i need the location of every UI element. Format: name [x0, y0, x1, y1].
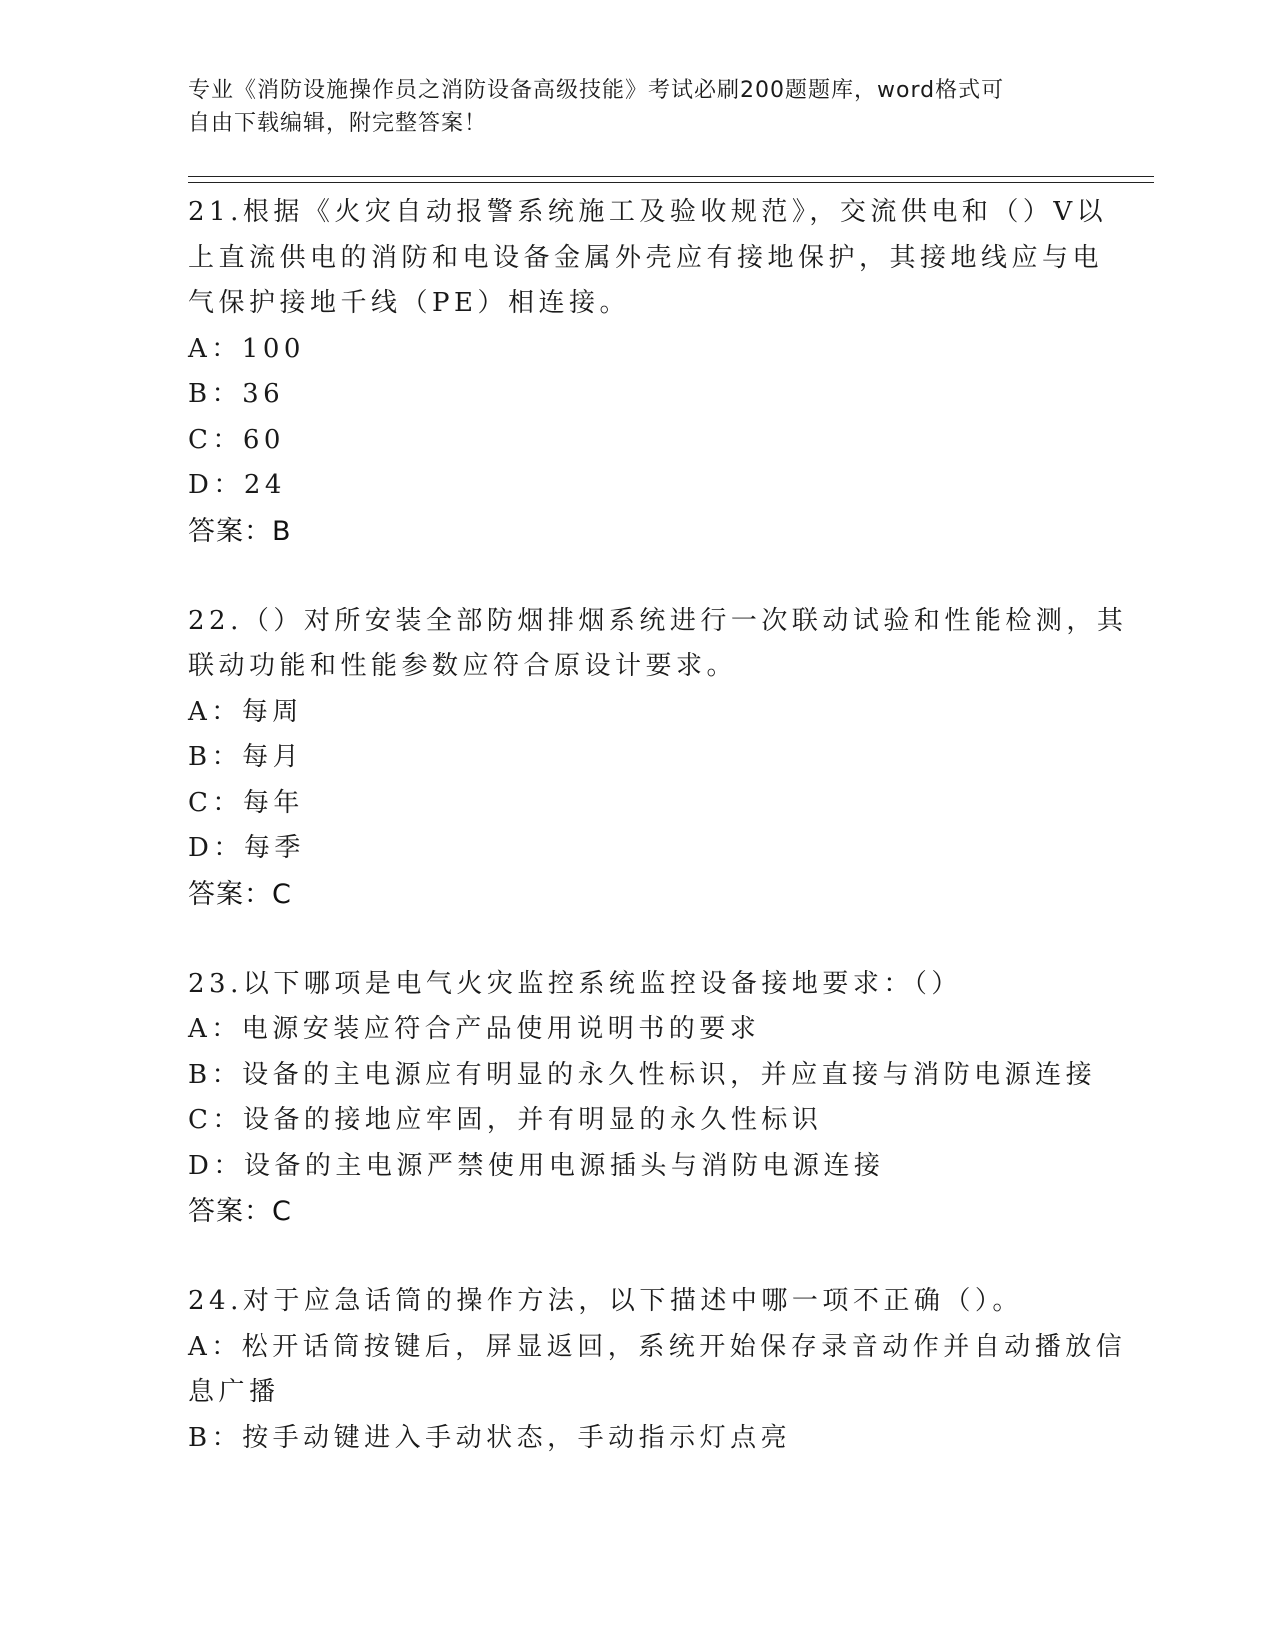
question-text-line: 联动功能和性能参数应符合原设计要求。 — [188, 651, 738, 681]
option-d: D：设备的主电源严禁使用电源插头与消防电源连接 — [188, 1150, 885, 1181]
question-text-line: 气保护接地千线（PE）相连接。 — [188, 288, 630, 318]
option-a: A：每周 — [188, 696, 303, 727]
header-line-1: 专业《消防设施操作员之消防设备高级技能》考试必刷200题题库，word格式可 — [188, 78, 1005, 103]
option-a: A：松开话筒按键后，屏显返回，系统开始保存录音动作并自动播放信 — [188, 1331, 1127, 1362]
question-text-line: 21.根据《火灾自动报警系统施工及验收规范》，交流供电和（）V以 — [188, 197, 1108, 227]
option-c: C：每年 — [188, 787, 304, 818]
option-d: D：每季 — [188, 833, 305, 863]
header-divider-bottom — [188, 182, 1154, 183]
option-a: A：电源安装应符合产品使用说明书的要求 — [188, 1014, 761, 1044]
option-c: C：60 — [188, 424, 285, 455]
question-text-line: 上直流供电的消防和电设备金属外壳应有接地保护，其接地线应与电 — [188, 242, 1104, 273]
option-c: C：设备的接地应牢固，并有明显的永久性标识 — [188, 1105, 823, 1135]
question-24 — [188, 1279, 1127, 1461]
answer: 答案：B — [188, 515, 292, 547]
spacer — [188, 917, 1088, 962]
question-text-line: 22.（）对所安装全部防烟排烟系统进行一次联动试验和性能检测，其 — [188, 605, 1128, 636]
option-b: B：设备的主电源应有明显的永久性标识，并应直接与消防电源连接 — [188, 1059, 1097, 1090]
option-b: B：每月 — [188, 742, 304, 772]
answer: 答案：C — [188, 878, 292, 910]
option-b: B：按手动键进入手动状态，手动指示灯点亮 — [188, 1422, 792, 1453]
spacer — [188, 554, 1088, 599]
question-23 — [188, 962, 1097, 1235]
header-line-2: 自由下载编辑，附完整答案！ — [188, 111, 488, 136]
spacer — [188, 1234, 1088, 1279]
option-b: B：36 — [188, 379, 285, 409]
option-a: A：100 — [188, 333, 305, 364]
question-text-line: 23.以下哪项是电气火灾监控系统监控设备接地要求：（） — [188, 968, 962, 999]
option-d: D：24 — [188, 470, 286, 500]
document-header — [188, 74, 1068, 140]
question-list — [188, 190, 1128, 1461]
header-divider-top — [188, 176, 1154, 177]
question-text-line: 24.对于应急话筒的操作方法，以下描述中哪一项不正确（）。 — [188, 1286, 1023, 1316]
question-21 — [188, 190, 1108, 554]
answer: 答案：C — [188, 1196, 292, 1227]
question-22 — [188, 599, 1128, 917]
option-a-continued: 息广播 — [188, 1377, 280, 1407]
